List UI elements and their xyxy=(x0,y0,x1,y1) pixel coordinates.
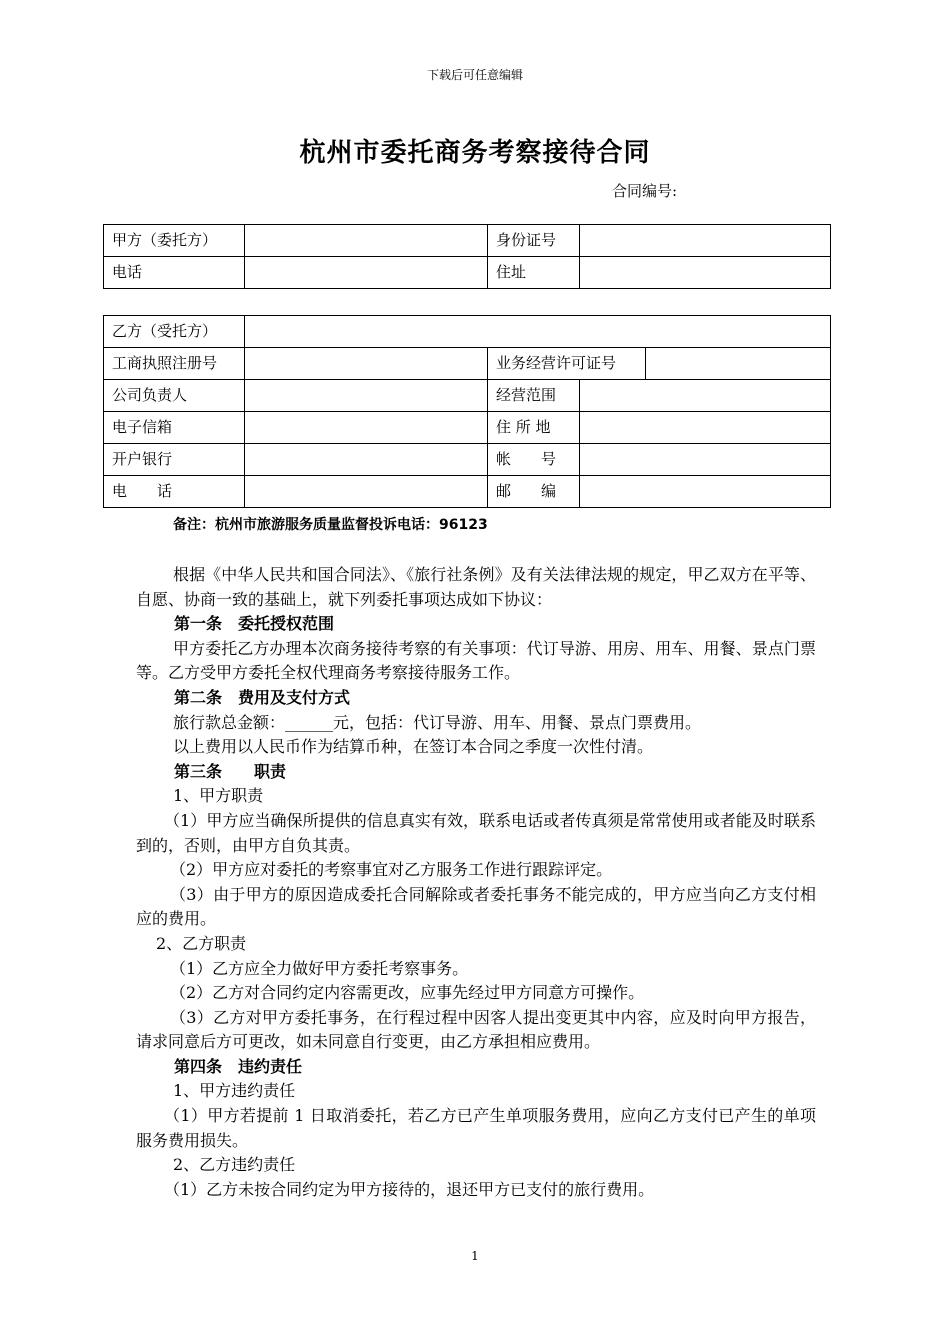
article-3-a-2: （2）甲方应对委托的考察事宜对乙方服务工作进行跟踪评定。 xyxy=(170,860,613,880)
party-a-address-field[interactable] xyxy=(580,257,831,289)
party-b-phone-label: 电 话 xyxy=(104,476,245,508)
party-b-phone-field[interactable] xyxy=(245,476,488,508)
party-b-postcode-label: 邮 编 xyxy=(488,476,580,508)
table-row xyxy=(104,476,831,508)
party-a-client-field[interactable] xyxy=(245,225,488,257)
table-row xyxy=(104,444,831,476)
party-a-client-label: 甲方（委托方） xyxy=(104,225,245,257)
article-3-b-1: （1）乙方应全力做好甲方委托考察事务。 xyxy=(170,958,469,978)
page-number: 1 xyxy=(471,1249,479,1263)
complaint-remark: 备注：杭州市旅游服务质量监督投诉电话：96123 xyxy=(173,517,488,533)
party-a-phone-field[interactable] xyxy=(245,257,488,289)
party-b-bizreg-label: 工商执照注册号 xyxy=(104,348,245,380)
contract-body xyxy=(136,563,816,1202)
article-4-a-1: （1）甲方若提前 1 日取消委托，若乙方已产生单项服务费用，应向乙方支付已产生的单项服务费用损失。 xyxy=(136,1106,816,1150)
table-row xyxy=(104,348,831,380)
party-b-scope-field[interactable] xyxy=(580,380,831,412)
article-2-line-2: 以上费用以人民币作为结算币种，在签订本合同之季度一次性付清。 xyxy=(173,737,654,757)
article-3-a-3: （3）由于甲方的原因造成委托合同解除或者委托事务不能完成的，甲方应当向乙方支付相应的费用。 xyxy=(136,884,816,929)
party-a-id-label: 身份证号 xyxy=(488,225,580,257)
party-b-email-field[interactable] xyxy=(245,412,488,444)
party-b-bank-field[interactable] xyxy=(245,444,488,476)
article-2-title: 第二条 费用及支付方式 xyxy=(174,687,351,707)
intro-paragraph: 根据《中华人民共和国合同法》、《旅行社条例》及有关法律法规的规定，甲乙双方在平等、自愿、协商一致的基础上，就下列委托事项达成如下协议： xyxy=(136,565,816,609)
article-3-party-b-heading: 2、乙方职责 xyxy=(156,933,247,953)
article-4-party-a-heading: 1、甲方违约责任 xyxy=(173,1081,296,1101)
contract-number-label: 合同编号: xyxy=(612,182,678,200)
table-row xyxy=(104,412,831,444)
header-note: 下载后可任意编辑 xyxy=(426,68,523,82)
article-1-text: 甲方委托乙方办理本次商务接待考察的有关事项：代订导游、用房、用车、用餐、景点门票等。乙方受甲方委托全权代理商务考察接待服务工作。 xyxy=(136,638,816,683)
party-b-domicile-field[interactable] xyxy=(580,412,831,444)
party-b-email-label: 电子信箱 xyxy=(104,412,245,444)
table-row xyxy=(104,316,831,348)
article-3-b-3: （3）乙方对甲方委托事务，在行程过程中因客人提出变更其中内容，应及时向甲方报告，请求同意后方可更改，如未同意自行变更，由乙方承担相应费用。 xyxy=(136,1007,816,1052)
party-b-bizreg-field[interactable] xyxy=(245,348,488,380)
party-b-license-label: 业务经营许可证号 xyxy=(488,348,646,380)
table-row xyxy=(104,257,831,289)
party-b-agent-field[interactable] xyxy=(245,316,831,348)
article-4-b-1: （1）乙方未按合同约定为甲方接待的，退还甲方已支付的旅行费用。 xyxy=(164,1179,655,1199)
party-b-manager-field[interactable] xyxy=(245,380,488,412)
article-3-a-1: （1）甲方应当确保所提供的信息真实有效，联系电话或者传真须是常常使用或者能及时联系到的，否则，由甲方自负其责。 xyxy=(136,810,816,855)
party-b-license-field[interactable] xyxy=(646,348,831,380)
party-a-phone-label: 电话 xyxy=(104,257,245,289)
party-a-id-field[interactable] xyxy=(580,225,831,257)
party-a-table xyxy=(103,224,831,289)
article-2-line-1: 旅行款总金额：______元，包括：代订导游、用车、用餐、景点门票费用。 xyxy=(173,712,702,732)
article-3-party-a-heading: 1、甲方职责 xyxy=(173,786,264,806)
party-b-scope-label: 经营范围 xyxy=(488,380,580,412)
table-row xyxy=(104,225,831,257)
article-4-party-b-heading: 2、乙方违约责任 xyxy=(173,1155,296,1175)
article-4-title: 第四条 违约责任 xyxy=(174,1056,303,1076)
party-b-bank-label: 开户银行 xyxy=(104,444,245,476)
article-3-b-2: （2）乙方对合同约定内容需更改，应事先经过甲方同意方可操作。 xyxy=(170,983,645,1003)
party-b-agent-label: 乙方（受托方） xyxy=(104,316,245,348)
article-3-title: 第三条 职责 xyxy=(174,761,287,781)
party-b-table xyxy=(103,315,831,508)
table-row xyxy=(104,380,831,412)
party-b-manager-label: 公司负责人 xyxy=(104,380,245,412)
party-b-account-label: 帐 号 xyxy=(488,444,580,476)
party-b-postcode-field[interactable] xyxy=(580,476,831,508)
party-a-address-label: 住址 xyxy=(488,257,580,289)
article-1-title: 第一条 委托授权范围 xyxy=(174,614,335,634)
party-b-domicile-label: 住 所 地 xyxy=(488,412,580,444)
document-title: 杭州市委托商务考察接待合同 xyxy=(299,138,651,168)
party-b-account-field[interactable] xyxy=(580,444,831,476)
